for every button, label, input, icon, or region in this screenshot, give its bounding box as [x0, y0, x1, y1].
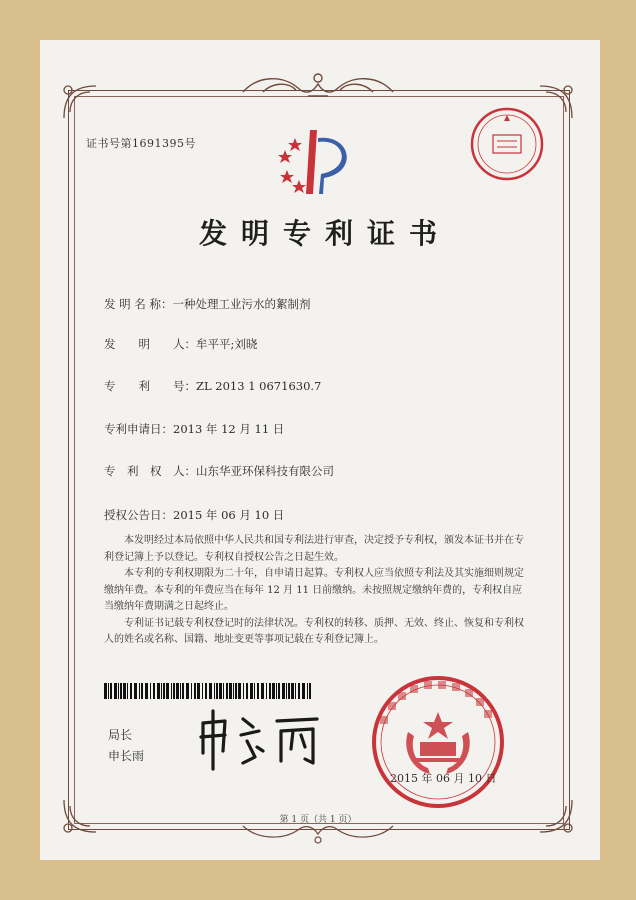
barcode-bar: [276, 683, 277, 699]
certificate-title: 发明专利证书: [198, 217, 451, 250]
barcode-bar: [110, 683, 112, 699]
barcode-bar: [261, 683, 264, 699]
field-application-date: [104, 421, 284, 437]
field-value: 牟平平;刘晓: [196, 337, 258, 351]
barcode-bar: [243, 683, 244, 699]
body-paragraph: 本专利的专利权期限为二十年，自申请日起算。专利权人应当依照专利法及其实施细则规定缴纳年费。本专利的年费应当在每年 12 月 11 日前缴纳。未按照规定缴纳年费的，专利权自应当缴纳年费期满之日起终止。: [104, 568, 524, 612]
barcode-bar: [233, 683, 234, 699]
barcode-bar: [282, 683, 285, 699]
barcode-icon: [104, 683, 314, 699]
certificate-number: 证书号第1691395号: [86, 137, 196, 150]
barcode-bar: [250, 683, 253, 699]
signatory-name: 申长雨: [108, 749, 145, 763]
bottom-ornament-icon: [238, 822, 398, 846]
barcode-bar: [309, 683, 311, 699]
field-label: 授权公告日：: [104, 508, 173, 522]
barcode-bar: [223, 683, 224, 699]
barcode-bar: [209, 683, 212, 699]
barcode-bar: [118, 683, 119, 699]
barcode-bar: [291, 683, 294, 699]
barcode-bar: [307, 683, 308, 699]
corner-ornament-icon: [60, 82, 100, 122]
barcode-bar: [205, 683, 207, 699]
field-value: ZL 2013 1 0671630.7: [196, 379, 322, 393]
barcode-bar: [139, 683, 140, 699]
barcode-bar: [176, 683, 179, 699]
barcode-bar: [157, 683, 160, 699]
barcode-bar: [108, 683, 109, 699]
barcode-bar: [257, 683, 259, 699]
field-label: 专 利 权 人：: [104, 464, 196, 478]
top-ornament-icon: [238, 70, 398, 100]
barcode-bar: [298, 683, 300, 699]
barcode-bar: [173, 683, 175, 699]
barcode-bar: [229, 683, 232, 699]
barcode-bar: [114, 683, 117, 699]
barcode-bar: [120, 683, 122, 699]
barcode-bar: [123, 683, 126, 699]
field-value: 2015 年 06 月 10 日: [173, 508, 285, 522]
field-value: 一种处理工业污水的絮制剂: [172, 297, 311, 311]
barcode-bar: [278, 683, 280, 699]
agency-seal-icon: [468, 105, 546, 183]
barcode-bar: [214, 683, 215, 699]
barcode-bar: [235, 683, 237, 699]
barcode-bar: [254, 683, 255, 699]
barcode-bar: [226, 683, 228, 699]
national-seal-icon: [368, 672, 508, 812]
barcode-bar: [161, 683, 162, 699]
barcode-bar: [216, 683, 218, 699]
signature-icon: [195, 705, 330, 775]
barcode-bar: [182, 683, 184, 699]
field-value: 山东华亚环保科技有限公司: [196, 464, 334, 478]
barcode-bar: [145, 683, 148, 699]
barcode-bar: [191, 683, 192, 699]
barcode-bar: [180, 683, 181, 699]
barcode-bar: [130, 683, 132, 699]
barcode-bar: [150, 683, 151, 699]
field-label: 发 明 人：: [104, 337, 196, 351]
page-number: 第 1 页（共 1 页）: [279, 815, 357, 825]
barcode-bar: [166, 683, 169, 699]
field-inventor: [104, 336, 257, 352]
field-invention-name: [104, 296, 310, 312]
barcode-bar: [186, 683, 189, 699]
certificate-body: [104, 533, 524, 649]
barcode-bar: [202, 683, 203, 699]
field-patentee: [104, 463, 334, 479]
signatory-role: 局长: [108, 728, 133, 742]
field-patent-number: [104, 378, 321, 394]
field-grant-date: [104, 507, 284, 523]
barcode-bar: [134, 683, 137, 699]
field-value: 2013 年 12 月 11 日: [173, 422, 285, 436]
field-label: 发 明 名 称：: [104, 297, 173, 311]
barcode-bar: [127, 683, 128, 699]
barcode-bar: [272, 683, 275, 699]
barcode-bar: [163, 683, 165, 699]
barcode-bar: [246, 683, 248, 699]
barcode-bar: [153, 683, 155, 699]
barcode-bar: [194, 683, 196, 699]
barcode-bar: [197, 683, 200, 699]
barcode-bar: [171, 683, 172, 699]
body-paragraph: 专利证书记载专利权登记时的法律状况。专利权的转移、质押、无效、终止、恢复和专利权人的姓名或名称、国籍、地址变更等事项记载在专利登记簿上。: [104, 617, 524, 645]
barcode-bar: [288, 683, 290, 699]
barcode-bar: [266, 683, 267, 699]
barcode-bar: [141, 683, 143, 699]
seal-date: 2015 年 06 月 10 日: [390, 772, 497, 785]
barcode-bar: [238, 683, 241, 699]
barcode-bar: [269, 683, 271, 699]
field-label: 专 利 号：: [104, 379, 196, 393]
barcode-bar: [302, 683, 305, 699]
barcode-bar: [104, 683, 107, 699]
patent-office-logo-icon: [275, 128, 355, 198]
field-label: 专利申请日：: [104, 422, 173, 436]
barcode-bar: [286, 683, 287, 699]
barcode-bar: [295, 683, 296, 699]
barcode-bar: [219, 683, 222, 699]
body-paragraph: 本发明经过本局依照中华人民共和国专利法进行审查，决定授予专利权，颁发本证书并在专利登记簿上予以登记。专利权自授权公告之日起生效。: [104, 535, 524, 563]
